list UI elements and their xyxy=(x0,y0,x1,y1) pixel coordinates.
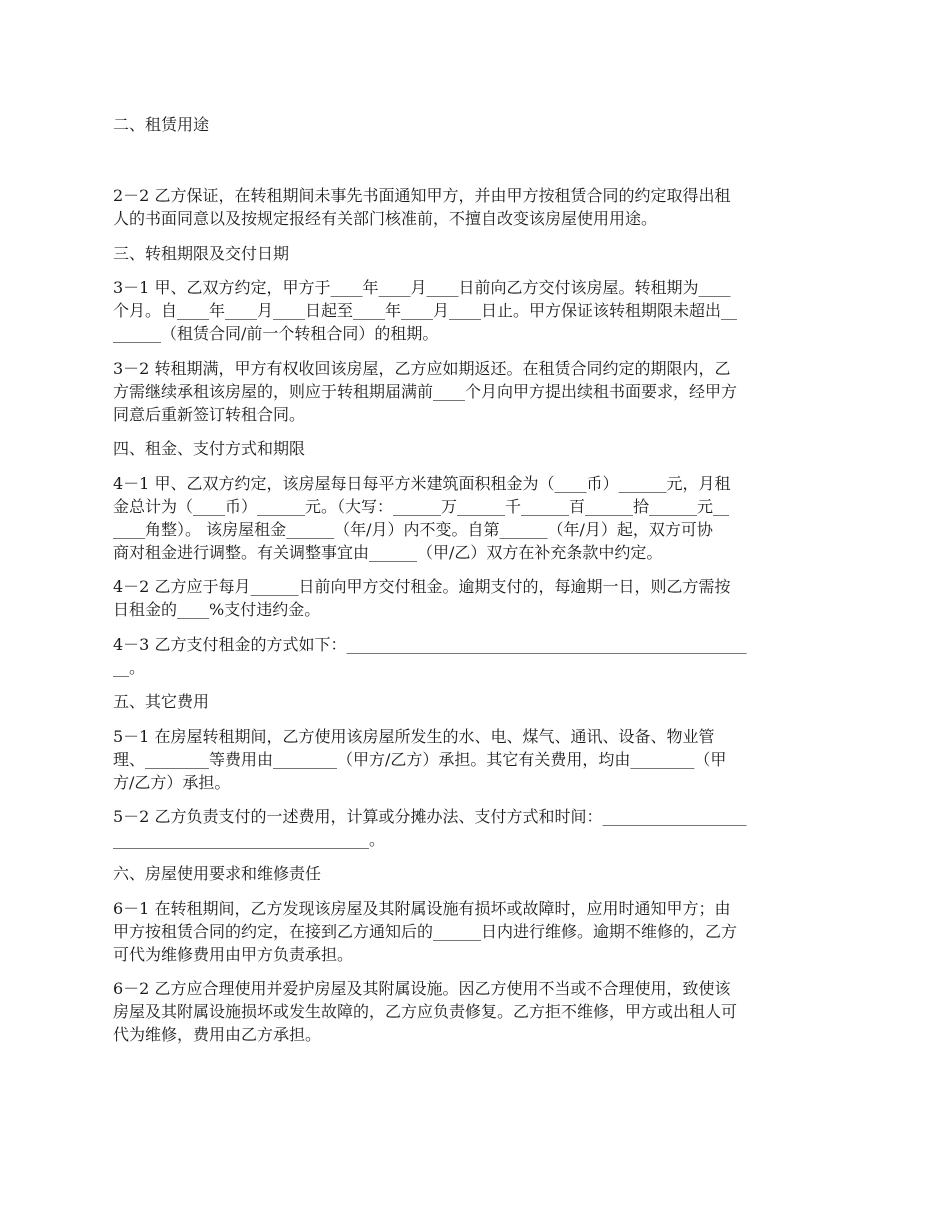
clause-6-2-line-1: 6－2 乙方应合理使用并爱护房屋及其附属设施。因乙方使用不当或不合理使用，致使该 xyxy=(113,979,731,998)
clause-3-1-line-1: 3－1 甲、乙双方约定，甲方于____年____月____日前向乙方交付该房屋。转租期为____ xyxy=(113,278,731,297)
clause-3-1-line-2: 个月。自____年____月____日起至____年____月____日止。甲方保证该转租期限未超出__ xyxy=(113,301,738,320)
clause-3-2-line-3: 同意后重新签订转租合同。 xyxy=(113,405,306,424)
clause-4-3-line-2: __。 xyxy=(113,658,146,677)
clause-3-2-line-2: 方需继续承租该房屋的，则应于转租期届满前____个月向甲方提出续租书面要求，经甲方 xyxy=(113,382,738,401)
clause-2-2-line-1: 2－2 乙方保证，在转租期间未事先书面通知甲方，并由甲方按租赁合同的约定取得出租 xyxy=(113,186,731,205)
clause-3-2-line-1: 3－2 转租期满，甲方有权收回该房屋，乙方应如期返还。在租赁合同约定的期限内，乙 xyxy=(113,359,731,378)
clause-4-1-line-1: 4－1 甲、乙双方约定，该房屋每日每平方米建筑面积租金为（____币）______元，月租 xyxy=(113,474,731,493)
clause-6-1-line-3: 可代为维修费用由甲方负责承担。 xyxy=(113,945,354,964)
clause-4-3-line-1: 4－3 乙方支付租金的方式如下：__________________________________________________ xyxy=(113,635,747,654)
clause-4-1-line-4: 商对租金进行调整。有关调整事宜由______（甲/乙）双方在补充条款中约定。 xyxy=(113,543,663,562)
clause-2-2-line-2: 人的书面同意以及按规定报经有关部门核准前，不擅自改变该房屋使用用途。 xyxy=(113,209,658,228)
clause-4-1-line-3: ____角整）。 该房屋租金______（年/月）内不变。自第______（年/月）起，双方可协 xyxy=(113,520,713,539)
clause-6-1-line-2: 甲方按租赁合同的约定，在接到乙方通知后的______日内进行维修。逾期不维修的，乙方 xyxy=(113,922,738,941)
section-heading-term: 三、转租期限及交付日期 xyxy=(113,244,290,263)
clause-4-2-line-1: 4－2 乙方应于每月______日前向甲方交付租金。逾期支付的，每逾期一日，则乙方需按 xyxy=(113,577,731,596)
section-heading-other-fees: 五、其它费用 xyxy=(113,692,210,711)
section-heading-usage: 二、租赁用途 xyxy=(113,115,210,134)
clause-4-2-line-2: 日租金的____%支付违约金。 xyxy=(113,600,321,619)
section-heading-maintenance: 六、房屋使用要求和维修责任 xyxy=(113,864,322,883)
clause-5-2-line-2: ________________________________。 xyxy=(113,830,386,849)
clause-5-2-line-1: 5－2 乙方负责支付的一述费用，计算或分摊办法、支付方式和时间：__________________ xyxy=(113,807,747,826)
clause-4-1-line-2: 金总计为（____币）______元。（大写：______万______千______百______拾______元__ xyxy=(113,497,730,516)
clause-6-2-line-2: 房屋及其附属设施损坏或发生故障的，乙方应负责修复。乙方拒不维修，甲方或出租人可 xyxy=(113,1002,738,1021)
clause-5-1-line-3: 方/乙方）承担。 xyxy=(113,773,231,792)
clause-3-1-line-3: ______（租赁合同/前一个转租合同）的租期。 xyxy=(113,324,439,343)
clause-6-2-line-3: 代为维修，费用由乙方承担。 xyxy=(113,1025,322,1044)
clause-6-1-line-1: 6－1 在转租期间，乙方发现该房屋及其附属设施有损坏或故障时，应用时通知甲方；由 xyxy=(113,899,731,918)
section-heading-rent: 四、租金、支付方式和期限 xyxy=(113,439,306,458)
clause-5-1-line-2: 理、________等费用由________（甲方/乙方）承担。其它有关费用，均由________（甲 xyxy=(113,750,727,769)
clause-5-1-line-1: 5－1 在房屋转租期间，乙方使用该房屋所发生的水、电、煤气、通讯、设备、物业管 xyxy=(113,727,715,746)
